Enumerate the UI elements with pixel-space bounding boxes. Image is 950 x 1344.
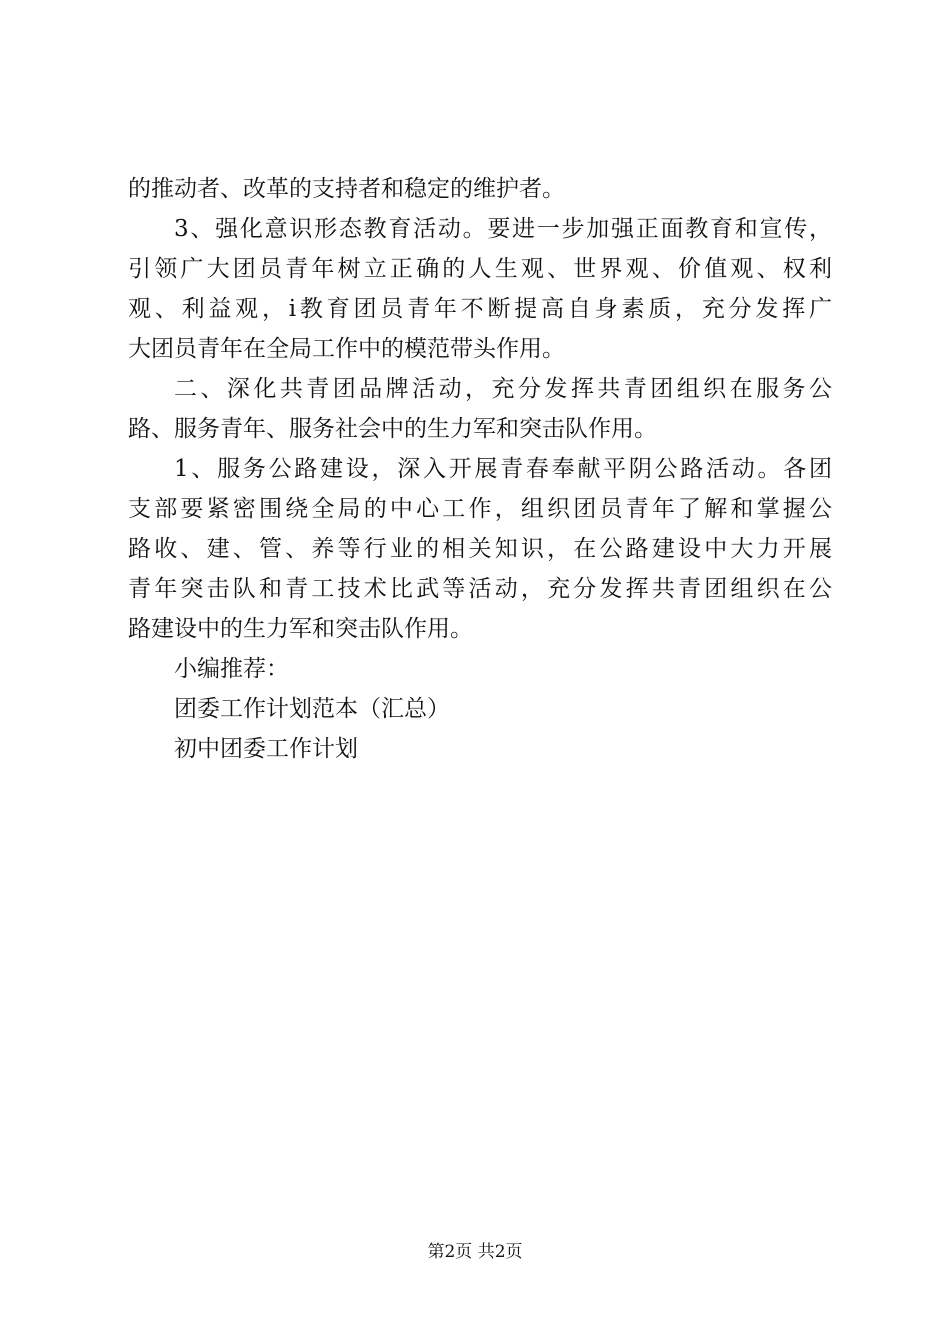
text-line: 引领广大团员青年树立正确的人生观、世界观、价值观、权利 [128, 256, 832, 282]
text-line: 观、利益观，i教育团员青年不断提高自身素质，充分发挥广 [128, 296, 832, 322]
recommend-link[interactable]: 初中团委工作计划 [174, 736, 358, 762]
text-line: 1、服务公路建设，深入开展青春奉献平阴公路活动。各团 [174, 456, 832, 482]
text-line: 支部要紧密围绕全局的中心工作，组织团员青年了解和掌握公 [128, 496, 832, 522]
recommend-heading: 小编推荐： [174, 656, 289, 682]
text-line: 路收、建、管、养等行业的相关知识，在公路建设中大力开展 [128, 536, 832, 562]
text-line: 大团员青年在全局工作中的模范带头作用。 [128, 336, 565, 362]
recommend-link[interactable]: 团委工作计划范本（汇总） [174, 696, 450, 722]
text-line: 二、深化共青团品牌活动，充分发挥共青团组织在服务公 [174, 376, 832, 402]
page-number: 第2页 共2页 [427, 1242, 523, 1262]
text-line: 的推动者、改革的支持者和稳定的维护者。 [128, 176, 565, 202]
text-line: 青年突击队和青工技术比武等活动，充分发挥共青团组织在公 [128, 576, 832, 602]
text-line: 路、服务青年、服务社会中的生力军和突击队作用。 [128, 416, 657, 442]
text-line: 3、强化意识形态教育活动。要进一步加强正面教育和宣传， [174, 216, 832, 242]
document-body [128, 169, 832, 769]
text-line: 路建设中的生力军和突击队作用。 [128, 616, 473, 642]
